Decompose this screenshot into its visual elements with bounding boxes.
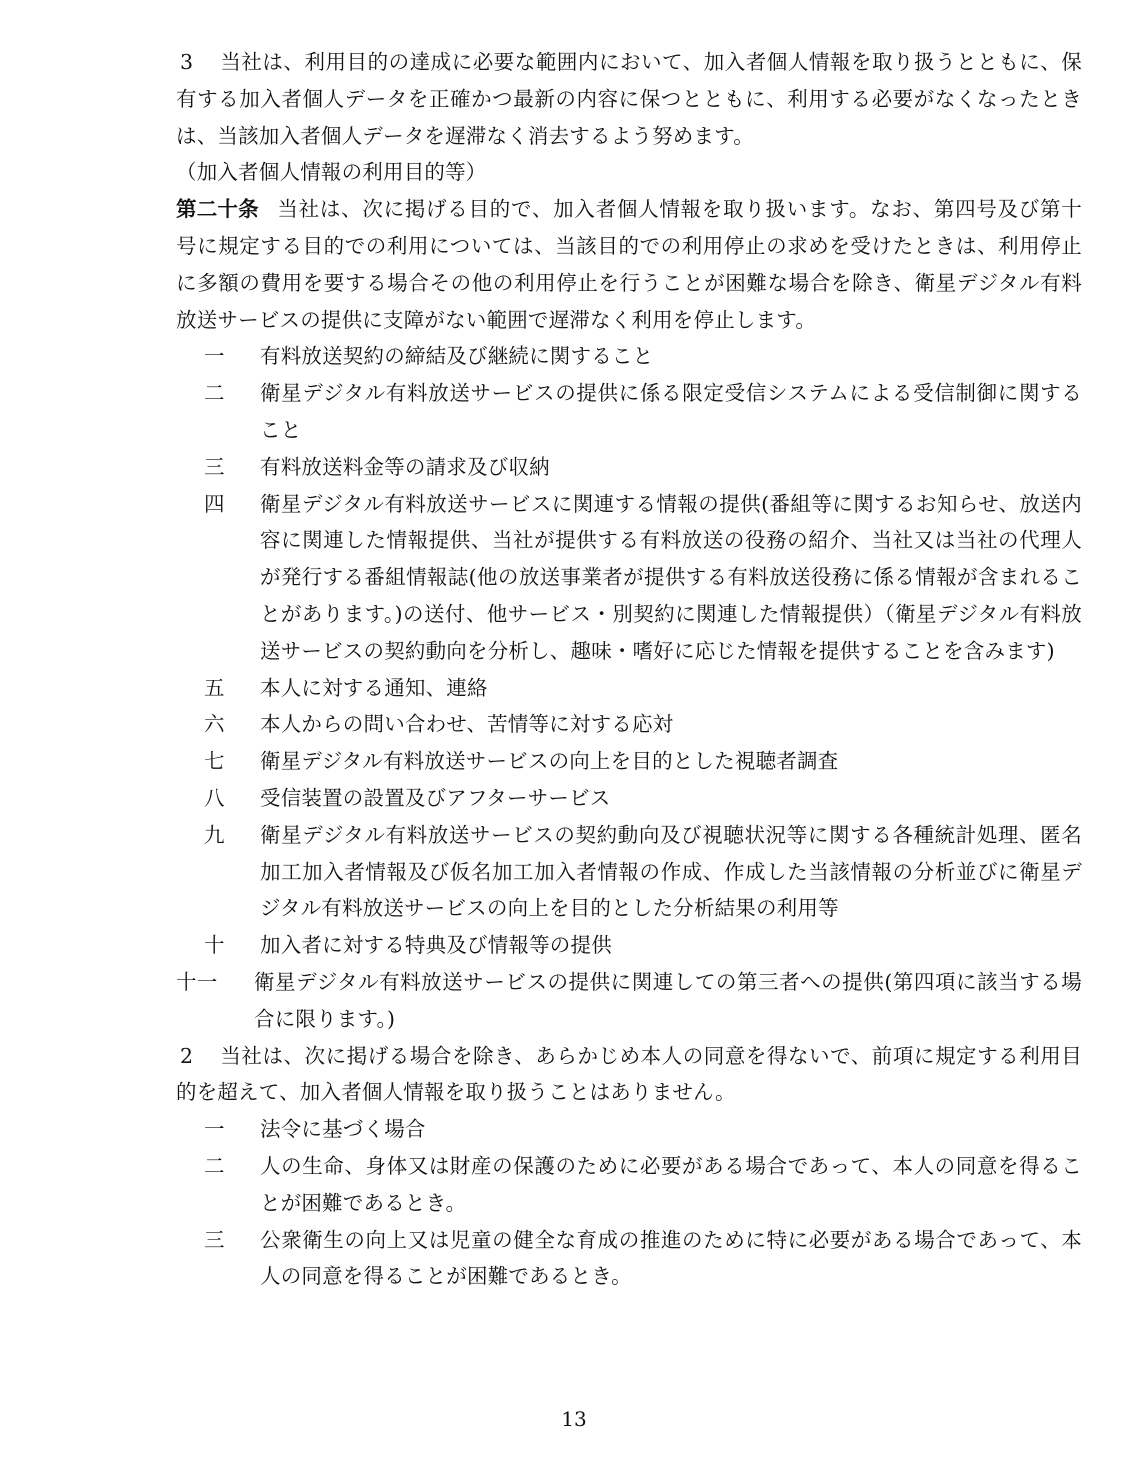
list-item: [176, 449, 1082, 486]
list-item: [176, 817, 1082, 927]
item-text: 人の生命、身体又は財産の保護のために必要がある場合であって、本人の同意を得ることが困難であるとき。: [260, 1153, 1082, 1215]
item-text: 衛星デジタル有料放送サービスの向上を目的とした視聴者調査: [260, 749, 839, 774]
list-item: [176, 964, 1082, 1038]
item-number: 六: [204, 712, 225, 737]
list-item: [176, 1111, 1082, 1148]
item-text: 衛星デジタル有料放送サービスの契約動向及び視聴状況等に関する各種統計処理、匿名加工加入者情報及び仮名加工加入者情報の作成、作成した当該情報の分析並びに衛星デジタル有料放送サービスの向上を目的とした分析結果の利用等: [260, 822, 1082, 921]
item-number: 二: [204, 1153, 225, 1178]
item-text: 衛星デジタル有料放送サービスの提供に関連しての第三者への提供(第四項に該当する場合に限ります。): [254, 969, 1082, 1031]
document-body: [176, 44, 1082, 1295]
item-number: 五: [204, 675, 225, 700]
item-text: 本人に対する通知、連絡: [260, 675, 488, 700]
item-number: 一: [204, 1117, 225, 1142]
item-text: 加入者に対する特典及び情報等の提供: [260, 933, 612, 958]
list-item: [176, 743, 1082, 780]
list-item: [176, 486, 1082, 670]
item-number: 三: [204, 1227, 225, 1252]
item-text: 本人からの問い合わせ、苦情等に対する応対: [260, 712, 674, 737]
list-item: [176, 780, 1082, 817]
list-item: [176, 1148, 1082, 1222]
item-text: 受信装置の設置及びアフターサービス: [260, 785, 611, 810]
item-number: 十一: [176, 969, 218, 994]
page-number: 13: [561, 1407, 587, 1431]
item-text: 有料放送料金等の請求及び収納: [260, 454, 550, 479]
list-item: [176, 375, 1082, 449]
item-number: 十: [204, 933, 225, 958]
item-number: 九: [204, 822, 225, 847]
paragraph-2: [176, 1038, 1082, 1112]
item-number: 三: [204, 454, 225, 479]
item-number: 四: [204, 491, 225, 516]
item-number: 一: [204, 344, 225, 369]
item-text: 公衆衛生の向上又は児童の健全な育成の推進のために特に必要がある場合であって、本人の同意を得ることが困難であるとき。: [260, 1227, 1082, 1289]
article-20: [176, 191, 1082, 338]
item-text: 有料放送契約の締結及び継続に関すること: [260, 344, 654, 369]
list-item: [176, 338, 1082, 375]
item-text: 衛星デジタル有料放送サービスに関連する情報の提供(番組等に関するお知らせ、放送内容に関連した情報提供、当社が提供する有料放送の役務の紹介、当社又は当社の代理人が発行する番組情報誌(他の放送事業者が提供する有料放送役務に係る情報が含まれることがあります。)の送付、他サービス・別契約に関連した情報提供）（衛星デジタル有料放送サービスの契約動向を分析し、趣味・嗜好に応じた情報を提供することを含みます): [260, 491, 1082, 663]
list-item: [176, 706, 1082, 743]
paragraph-number: 3: [180, 50, 194, 74]
paragraph-3: [176, 44, 1082, 154]
item-number: 八: [204, 785, 225, 810]
list-item: [176, 927, 1082, 964]
list-item: [176, 1222, 1082, 1296]
item-number: 七: [204, 749, 225, 774]
item-text: 衛星デジタル有料放送サービスの提供に係る限定受信システムによる受信制御に関すること: [260, 381, 1082, 442]
article-title: 第二十条: [176, 197, 259, 222]
item-text: 法令に基づく場合: [260, 1117, 426, 1142]
article-20-items: [176, 338, 1082, 1037]
list-item: [176, 670, 1082, 707]
article-caption: （加入者個人情報の利用目的等）: [176, 160, 487, 185]
paragraph-text: 当社は、利用目的の達成に必要な範囲内において、加入者個人情報を取り扱うとともに、保有する加入者個人データを正確かつ最新の内容に保つとともに、利用する必要がなくなったときは、当該加入者個人データを遅滞なく消去するよう努めます。: [176, 50, 1082, 148]
paragraph-number: 2: [180, 1043, 194, 1068]
paragraph-2-items: [176, 1111, 1082, 1295]
item-number: 二: [204, 381, 225, 406]
paragraph-text: 当社は、次に掲げる場合を除き、あらかじめ本人の同意を得ないで、前項に規定する利用目的を超えて、加入者個人情報を取り扱うことはありません。: [176, 1043, 1082, 1105]
article-text: 当社は、次に掲げる目的で、加入者個人情報を取り扱います。なお、第四号及び第十号に規定する目的での利用については、当該目的での利用停止の求めを受けたときは、利用停止に多額の費用を要する場合その他の利用停止を行うことが困難な場合を除き、衛星デジタル有料放送サービスの提供に支障がない範囲で遅滞なく利用を停止します。: [176, 197, 1082, 332]
